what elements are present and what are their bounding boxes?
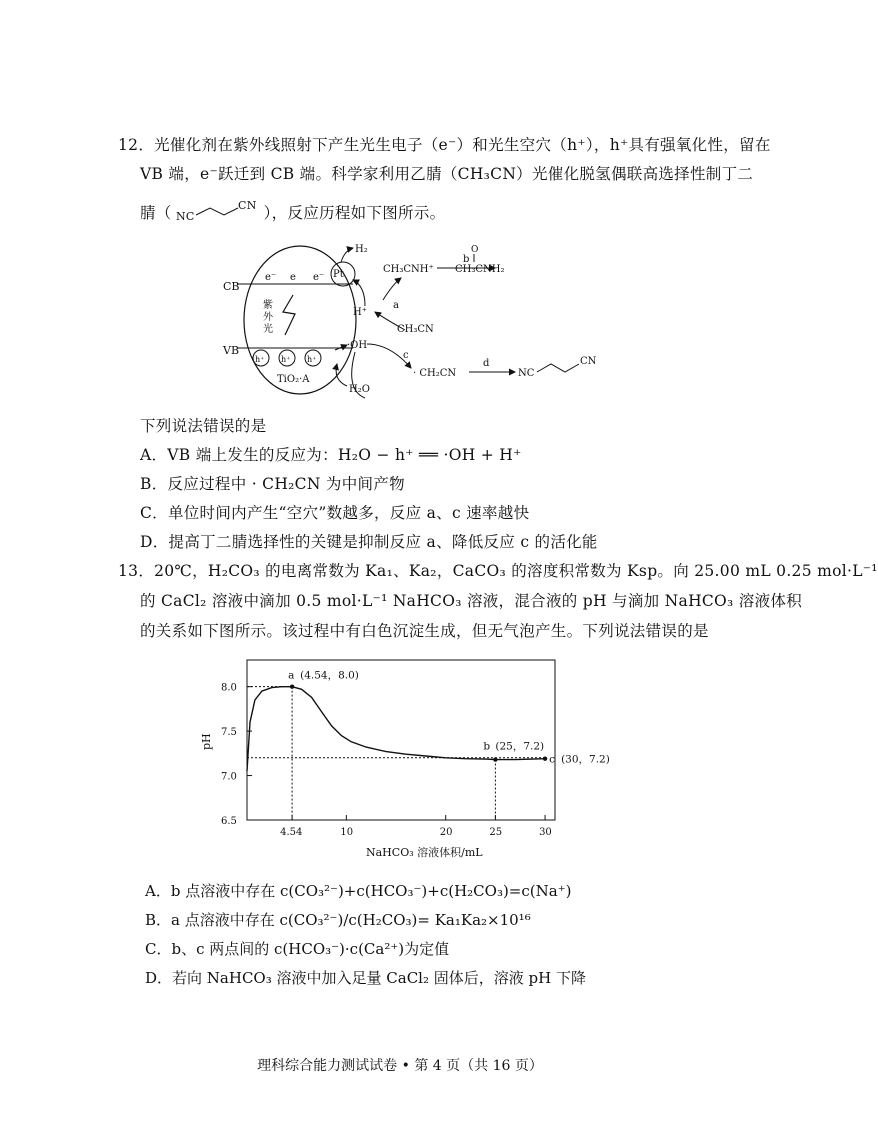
q13-option-d: D．若向 NaHCO₃ 溶液中加入足量 CaCl₂ 固体后，溶液 pH 下降 [145,969,586,987]
q12-line2: VB 端，e⁻跃迁到 CB 端。科学家利用乙腈（CH₃CN）光催化脱氢偶联高选择性制丁二 [140,165,754,183]
q12-option-a: A．VB 端上发生的反应为：H₂O − h⁺ ══ ·OH + H⁺ [140,446,522,464]
q12-line3-post: ），反应历程如下图所示。 [263,204,446,222]
q13-option-b: B．a 点溶液中存在 c(CO₃²⁻)/c(H₂CO₃)= Ka₁Ka₂×10¹⁶ [145,911,531,929]
uv-label-2: 外 [263,312,273,323]
struct-cn-label: CN [237,199,257,212]
product-nc-label: NC [518,368,535,379]
hole-label-3: h⁺ [307,355,317,364]
q12-option-b: B．反应过程中 · CH₂CN 为中间产物 [140,475,405,493]
vb-label: VB [223,344,240,357]
q12-stem: 下列说法错误的是 [140,417,267,435]
uv-label-1: 紫 [263,300,273,311]
pt-label: Pt [333,269,344,280]
point-c-coord: (30，7.2) [561,753,610,766]
arrow-hplus-up [383,278,401,300]
y-tick-label: 7.0 [221,771,237,783]
point-c [543,756,547,760]
x-tick-label: 25 [489,827,503,838]
ph-titration-chart [190,648,630,870]
electron-label-3: e⁻ [313,272,325,283]
x-tick-label: 20 [439,827,453,838]
y-tick-label: 7.5 [221,727,237,739]
q13-option-c: C．b、c 两点间的 c(HCO₃⁻)·c(Ca²⁺)为定值 [145,940,450,958]
hole-label-1: h⁺ [255,355,265,364]
page-footer: 理科综合能力测试试卷 • 第 4 页（共 16 页） [257,1058,543,1074]
q13-line1: 13．20℃，H₂CO₃ 的电离常数为 Ka₁、Ka₂，CaCO₃ 的溶度积常数为 Ksp。向 25.00 mL 0.25 mol·L⁻¹ [118,562,878,580]
arrow-to-h2 [341,248,353,262]
q12-option-d: D．提高丁二腈选择性的关键是抑制反应 a、降低反应 c 的活化能 [140,533,598,551]
hole-label-2: h⁺ [281,355,291,364]
amide-oxygen-label: O [471,245,479,255]
h2-label: H₂ [355,244,368,255]
catalyst-label: TiO₂·A [277,374,310,385]
y-axis-label: pH [200,733,213,750]
step-c-label: c [403,350,409,361]
y-tick-label: 8.0 [221,682,237,694]
point-a [290,684,294,688]
lightning-icon [283,295,295,335]
struct-nc-label: NC [175,210,195,223]
point-b [493,757,497,761]
x-tick-label: 10 [340,827,354,838]
step-a-label: a [393,300,399,311]
point-b-label: b [483,740,491,753]
ch3cnh-label: CH₃CNH⁺ [383,264,434,275]
ch2cn-radical-label: · CH₂CN [413,368,457,379]
step-b-label: b [463,254,470,265]
product-chain [537,364,579,372]
electron-label-1: e⁻ [265,272,277,283]
step-d-label: d [483,358,490,369]
q12-option-c: C．单位时间内产生“空穴”数越多，反应 a、c 速率越快 [140,504,530,522]
q13-line2: 的 CaCl₂ 溶液中滴加 0.5 mol·L⁻¹ NaHCO₃ 溶液，混合液的 pH 与滴加 NaHCO₃ 溶液体积 [140,592,802,610]
q12-line3-pre: 腈（ [140,204,172,222]
amide-formula: CH₃CNH₂ [455,264,505,275]
q12-line1: 12．光催化剂在紫外线照射下产生光生电子（e⁻）和光生空穴（h⁺），h⁺具有强氧化性，留在 [118,136,771,154]
point-b-coord: (25，7.2) [495,740,545,753]
uv-label-3: 光 [263,324,273,335]
q12-line3 [140,200,445,226]
point-a-coord: (4.54，8.0) [300,669,359,682]
point-c-label: c [549,753,555,766]
struct-chain [196,208,238,215]
point-a-label: a [288,669,295,682]
cb-label: CB [223,280,240,293]
x-tick-label: 30 [539,827,552,838]
ch3cn-label: CH₃CN [397,324,434,335]
oh-label: ·OH [347,340,368,351]
hplus-label: H⁺ [353,307,367,318]
butanedinitrile-structure [172,200,264,226]
h2o-label: H₂O [349,384,370,395]
reaction-mechanism-diagram [215,240,645,410]
q13-line3: 的关系如下图所示。该过程中有白色沉淀生成，但无气泡产生。下列说法错误的是 [140,622,709,640]
product-cn-label: CN [580,356,597,367]
y-tick-label: 6.5 [221,816,237,827]
q13-option-a: A．b 点溶液中存在 c(CO₃²⁻)+c(HCO₃⁻)+c(H₂CO₃)=c(Na⁺) [145,882,572,900]
electron-label-2: e [290,272,296,283]
x-tick-label: 4.54 [280,827,303,838]
x-axis-label: NaHCO₃ 溶液体积/mL [366,846,483,859]
